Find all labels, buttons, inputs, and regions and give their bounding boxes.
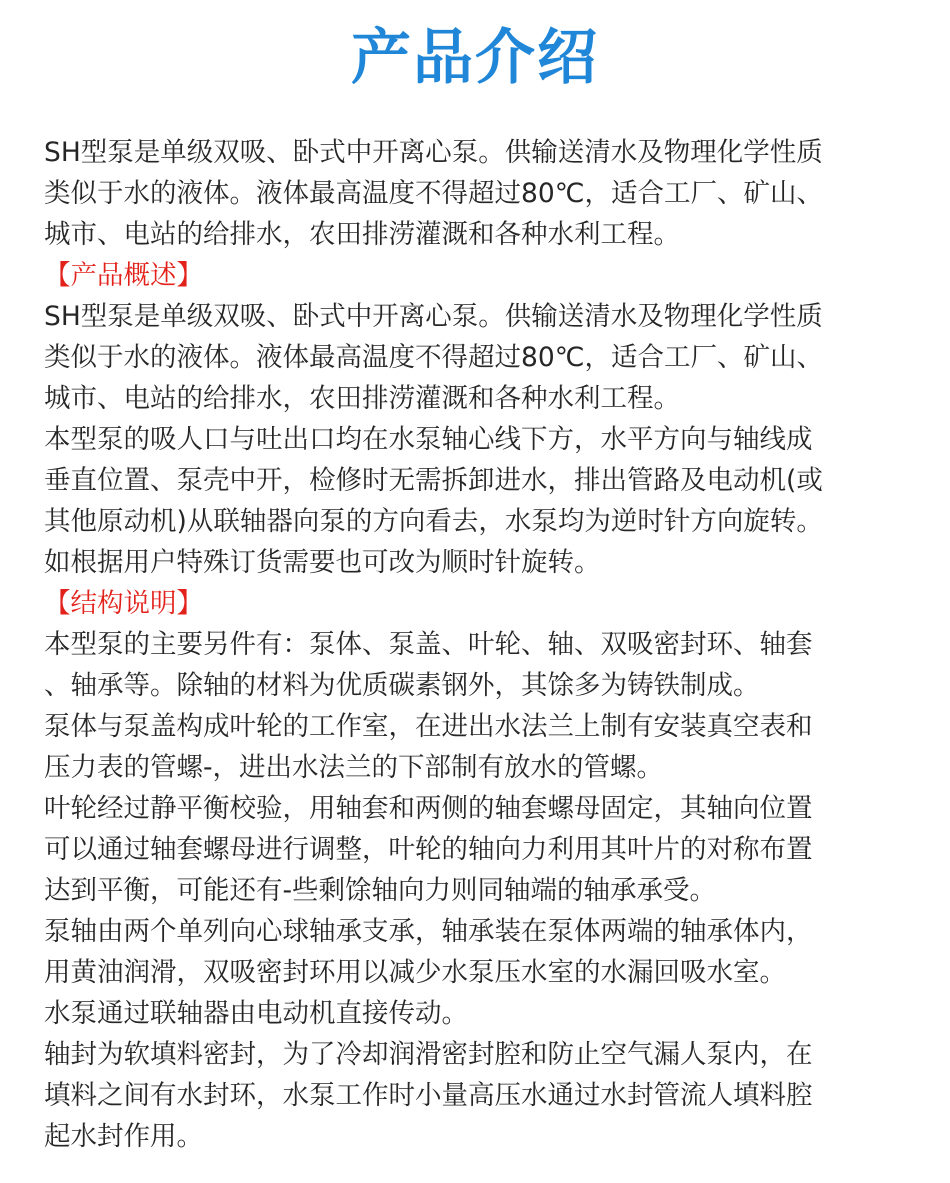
structure-line: 本型泵的主要另件有：泵体、泵盖、叶轮、轴、双吸密封环、轴套 [44, 629, 813, 660]
structure-line: 填料之间有水封环，水泵工作时小量高压水通过水封管流人填料腔 [44, 1080, 813, 1111]
structure-line: 起水封作用。 [44, 1121, 203, 1152]
content-body [44, 132, 910, 1157]
intro-line: 类似于水的液体。液体最高温度不得超过80℃，适合工厂、矿山、 [44, 178, 823, 209]
section-heading-overview: 【产品概述】 [44, 260, 203, 291]
structure-line: 泵体与泵盖构成叶轮的工作室，在进出水法兰上制有安装真空表和 [44, 711, 813, 742]
overview-line: SH型泵是单级双吸、卧式中开离心泵。供输送清水及物理化学性质 [44, 301, 823, 332]
structure-line: 达到平衡，可能还有-些剩馀轴向力则同轴端的轴承承受。 [44, 875, 717, 906]
intro-paragraph [44, 132, 910, 255]
structure-line: 泵轴由两个单列向心球轴承支承，轴承装在泵体两端的轴承体内， [44, 916, 813, 947]
overview-line: 其他原动机)从联轴器向泵的方向看去，水泵均为逆时针方向旋转。 [44, 506, 823, 537]
structure-line: 、轴承等。除轴的材料为优质碳素钢外，其馀多为铸铁制成。 [44, 670, 760, 701]
overview-line: 城市、电站的给排水，农田排涝灌溉和各种水利工程。 [44, 383, 680, 414]
structure-line: 可以通过轴套螺母进行调整，叶轮的轴向力利用其叶片的对称布置 [44, 834, 813, 865]
structure-line: 叶轮经过静平衡校验，用轴套和两侧的轴套螺母固定，其轴向位置 [44, 793, 813, 824]
structure-line: 水泵通过联轴器由电动机直接传动。 [44, 998, 468, 1029]
page-title: 产品介绍 [351, 23, 599, 93]
intro-line: 城市、电站的给排水，农田排涝灌溉和各种水利工程。 [44, 219, 680, 250]
intro-line: SH型泵是单级双吸、卧式中开离心泵。供输送清水及物理化学性质 [44, 137, 823, 168]
structure-line: 轴封为软填料密封，为了冷却润滑密封腔和防止空气漏人泵内，在 [44, 1039, 813, 1070]
overview-line: 如根据用户特殊订货需要也可改为顺时针旋转。 [44, 547, 601, 578]
structure-line: 用黄油润滑，双吸密封环用以减少水泵压水室的水漏回吸水室。 [44, 957, 786, 988]
section-structure [44, 583, 910, 1157]
section-heading-structure: 【结构说明】 [44, 588, 203, 619]
overview-line: 垂直位置、泵壳中开，检修时无需拆卸进水，排出管路及电动机(或 [44, 465, 823, 496]
overview-line: 本型泵的吸人口与吐出口均在水泵轴心线下方，水平方向与轴线成 [44, 424, 813, 455]
overview-line: 类似于水的液体。液体最高温度不得超过80℃，适合工厂、矿山、 [44, 342, 823, 373]
structure-line: 压力表的管螺-，进出水法兰的下部制有放水的管螺。 [44, 752, 664, 783]
section-overview [44, 255, 910, 583]
